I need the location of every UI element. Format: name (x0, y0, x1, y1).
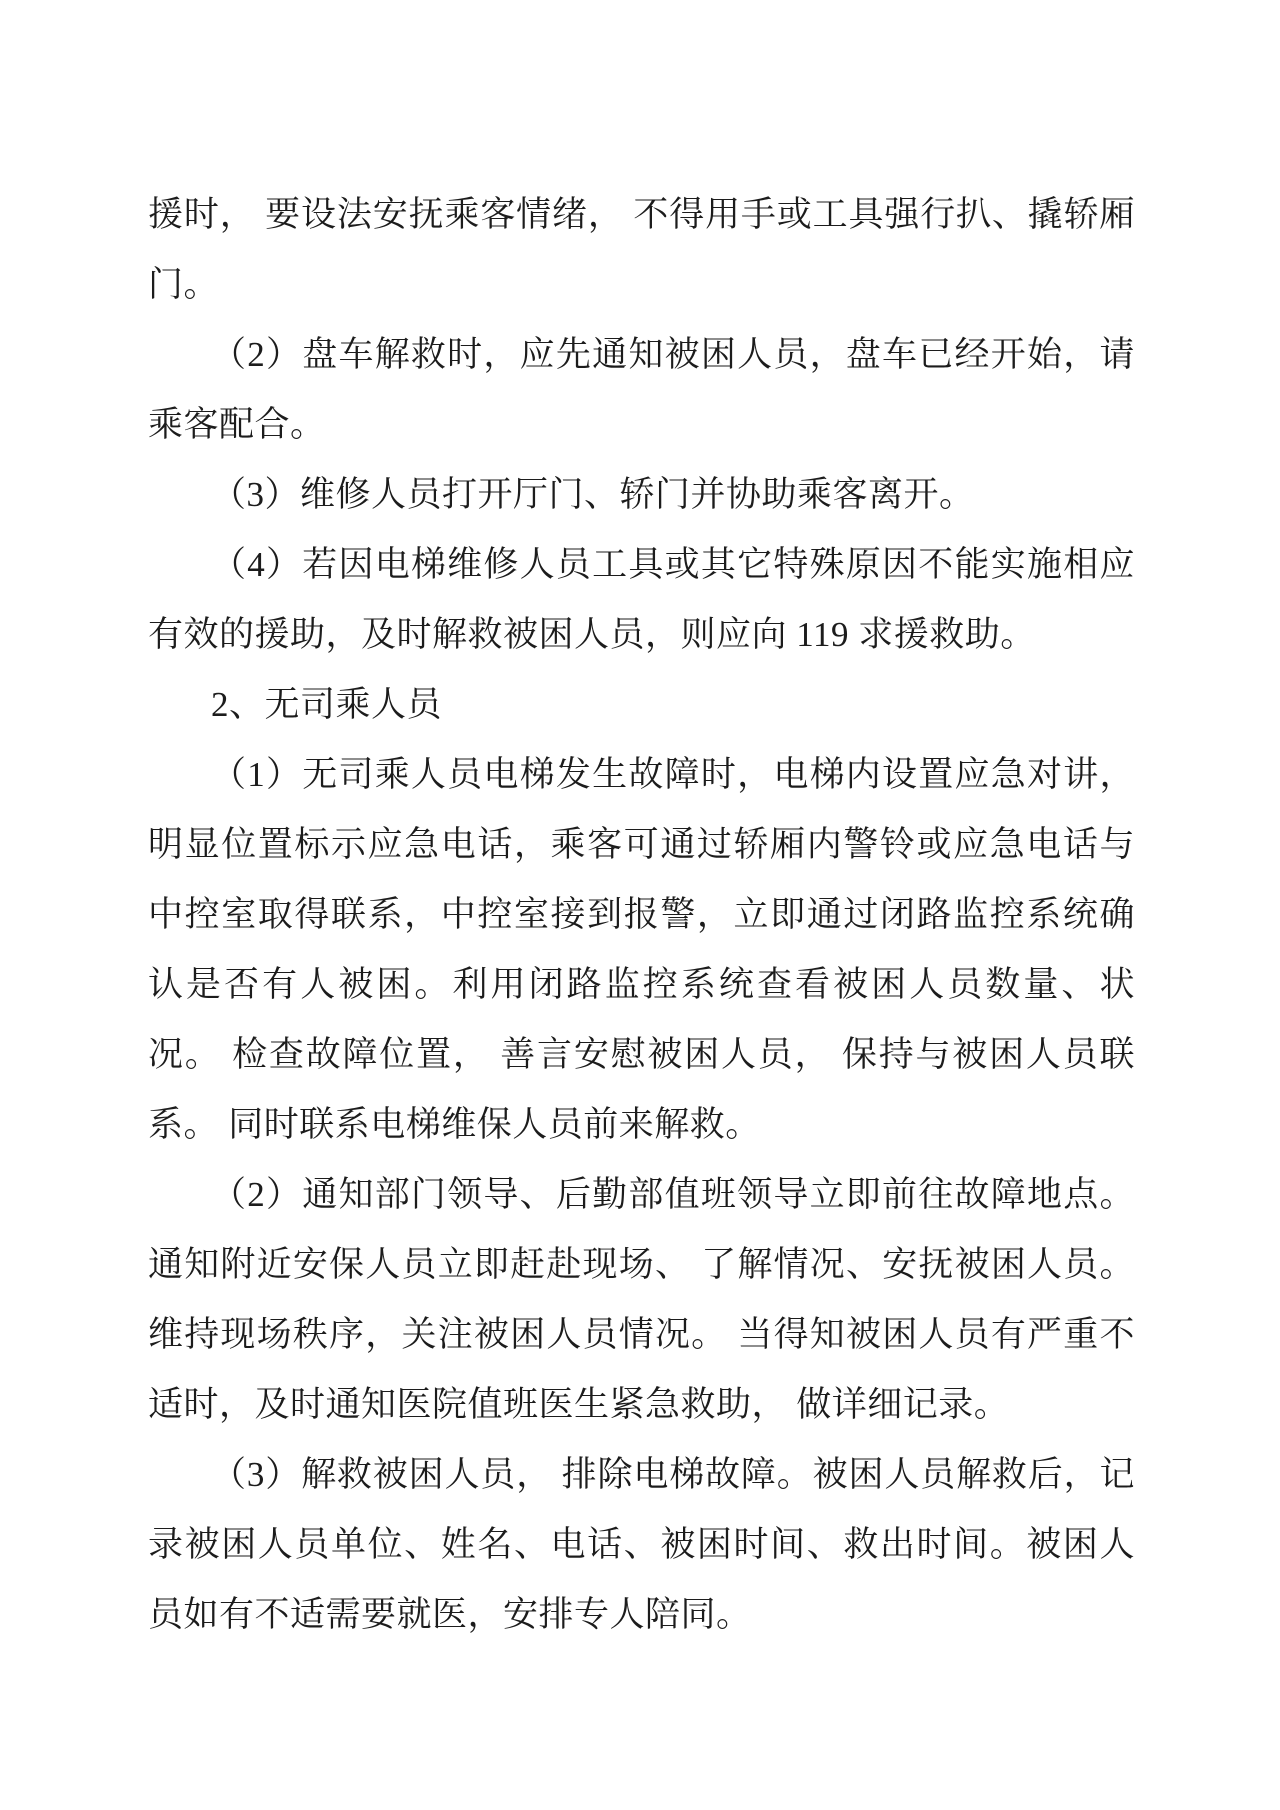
section-heading-2: 2、无司乘人员 (211, 685, 443, 724)
paragraph-item-2-3: （3）解救被困人员， 排除电梯故障。被困人员解救后，记录被困人员单位、姓名、电话、被困时间、救出时间。被困人员如有不适需要就医，安排专人陪同。 (148, 1455, 1135, 1634)
paragraph-continuation: 援时， 要设法安抚乘客情绪， 不得用手或工具强行扒、撬轿厢门。 (148, 195, 1135, 304)
paragraph-item-2-2: （2）通知部门领导、后勤部值班领导立即前往故障地点。通知附近安保人员立即赶赴现场、 了解情况、安抚被困人员。维持现场秩序，关注被困人员情况。 当得知被困人员有严重不适时，及时通知医院值班医生紧急救助， 做详细记录。 (148, 1175, 1135, 1424)
paragraph-item-4: （4）若因电梯维修人员工具或其它特殊原因不能实施相应有效的援助，及时解救被困人员，则应向 119 求援救助。 (148, 545, 1135, 654)
paragraph-item-3: （3）维修人员打开厅门、轿门并协助乘客离开。 (211, 475, 975, 514)
document-text-block (148, 180, 1135, 1650)
paragraph-item-2: （2）盘车解救时，应先通知被困人员，盘车已经开始，请乘客配合。 (148, 335, 1135, 444)
paragraph-item-2-1: （1）无司乘人员电梯发生故障时，电梯内设置应急对讲，明显位置标示应急电话，乘客可通过轿厢内警铃或应急电话与中控室取得联系，中控室接到报警，立即通过闭路监控系统确认是否有人被困。利用闭路监控系统查看被困人员数量、状况。 检查故障位置， 善言安慰被困人员， 保持与被困人员联系。 同时联系电梯维保人员前来解救。 (148, 755, 1135, 1144)
